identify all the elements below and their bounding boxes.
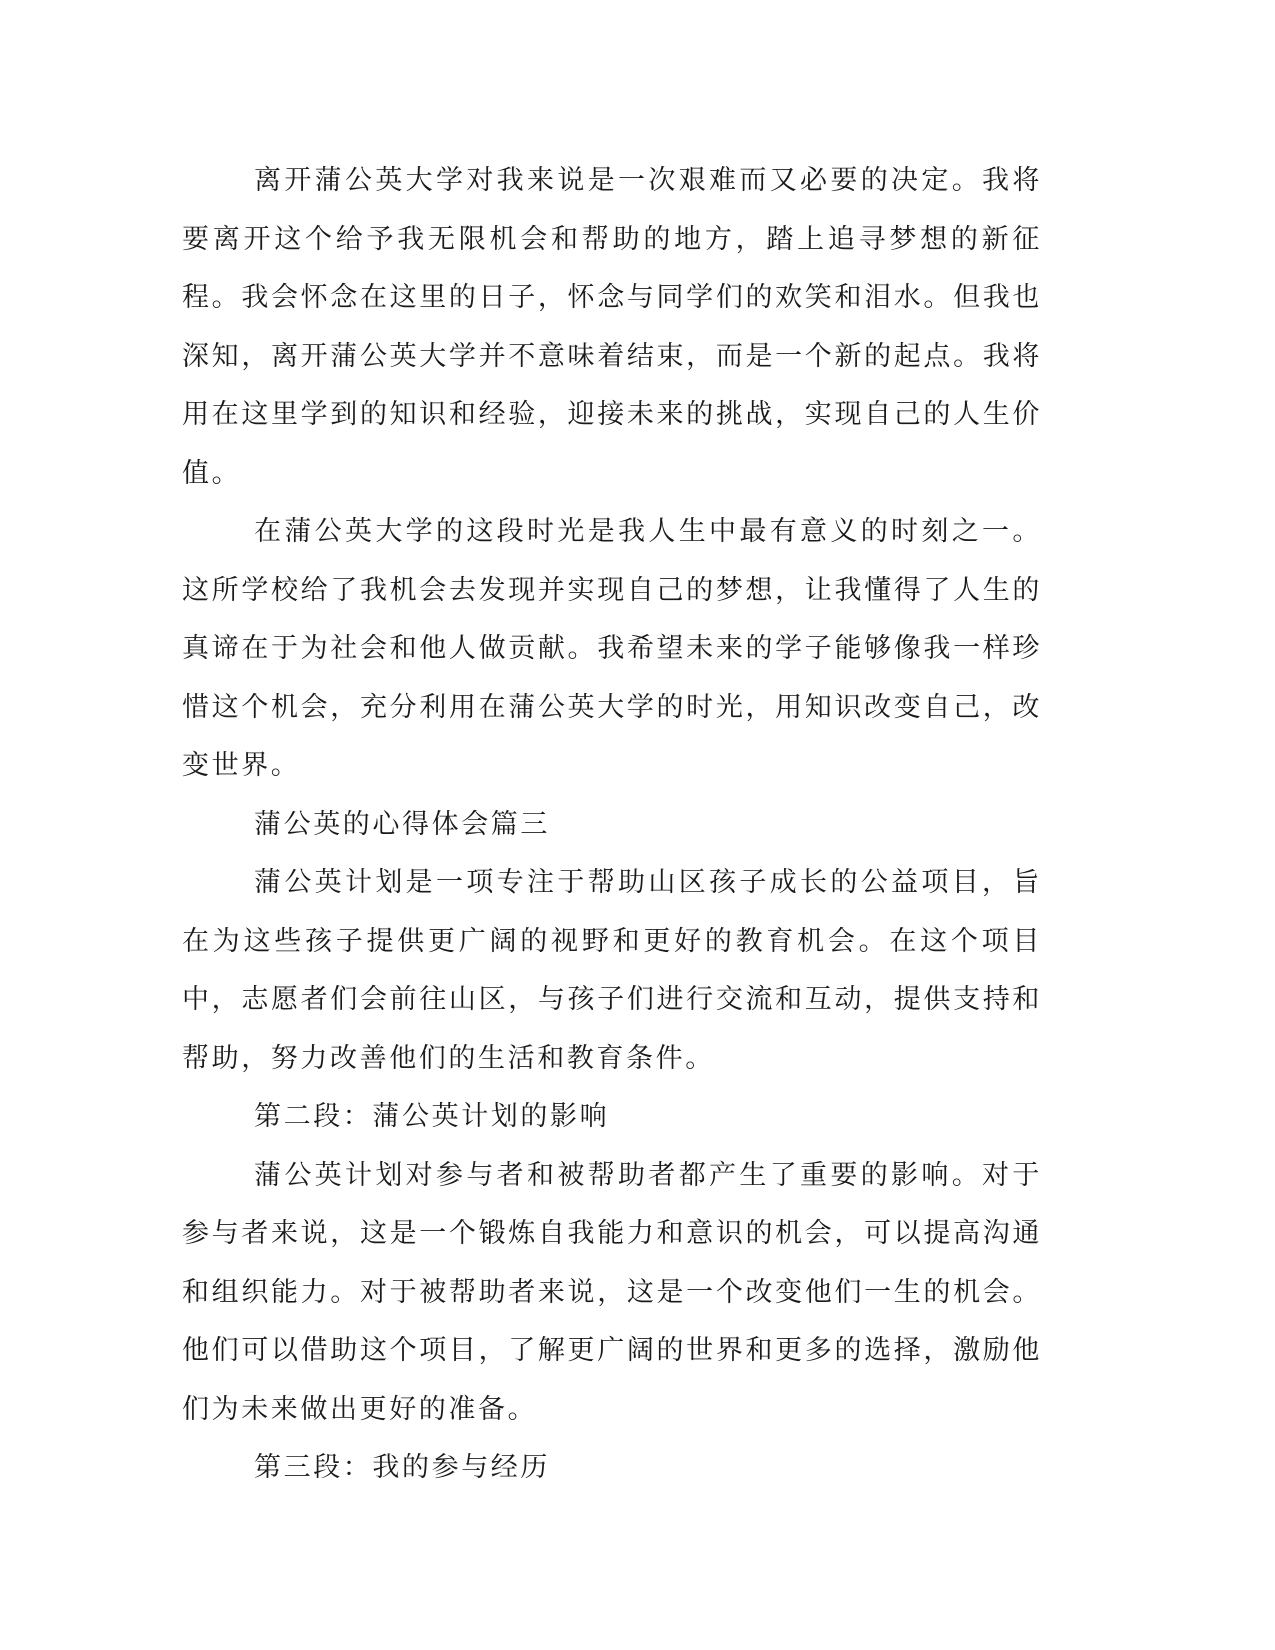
document-body bbox=[182, 152, 1042, 1498]
section-heading-experience: 第三段：我的参与经历 bbox=[254, 1452, 550, 1483]
section-heading-part-three: 蒲公英的心得体会篇三 bbox=[254, 808, 550, 840]
paragraph-dandelion-plan-impact: 蒲公英计划对参与者和被帮助者都产生了重要的影响。对于参与者来说，这是一个锻炼自我能力和意识的机会，可以提高沟通和组织能力。对于被帮助者来说，这是一个改变他们一生的机会。他们可以借助这个项目，了解更广阔的世界和更多的选择，激励他们为未来做出更好的准备。 bbox=[182, 1159, 1042, 1425]
paragraph-dandelion-plan-intro: 蒲公英计划是一项专注于帮助山区孩子成长的公益项目，旨在为这些孩子提供更广阔的视野和更好的教育机会。在这个项目中，志愿者们会前往山区，与孩子们进行交流和互动，提供支持和帮助，努力改善他们的生活和教育条件。 bbox=[182, 867, 1042, 1074]
section-heading-impact: 第二段：蒲公英计划的影响 bbox=[254, 1101, 610, 1132]
paragraph-university-time: 在蒲公英大学的这段时光是我人生中最有意义的时刻之一。这所学校给了我机会去发现并实现自己的梦想，让我懂得了人生的真谛在于为社会和他人做贡献。我希望未来的学子能够像我一样珍惜这个机会，充分利用在蒲公英大学的时光，用知识改变自己，改变世界。 bbox=[182, 516, 1042, 781]
paragraph-leaving-university: 离开蒲公英大学对我来说是一次艰难而又必要的决定。我将要离开这个给予我无限机会和帮助的地方，踏上追寻梦想的新征程。我会怀念在这里的日子，怀念与同学们的欢笑和泪水。但我也深知，离开蒲公英大学并不意味着结束，而是一个新的起点。我将用在这里学到的知识和经验，迎接未来的挑战，实现自己的人生价值。 bbox=[182, 165, 1042, 489]
